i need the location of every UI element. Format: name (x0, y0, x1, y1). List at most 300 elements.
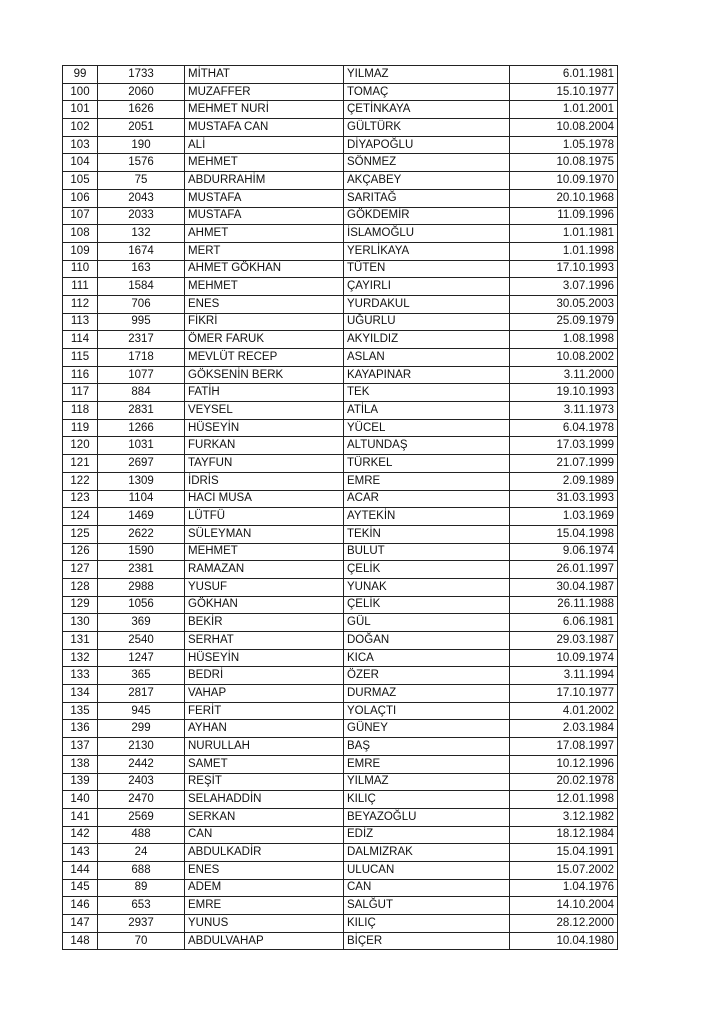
birth-date-cell: 30.05.2003 (510, 295, 618, 313)
last-name-cell: DURMAZ (344, 685, 510, 703)
record-id-cell: 1674 (98, 242, 185, 260)
table-row (63, 384, 618, 402)
birth-date-cell: 10.09.1974 (510, 649, 618, 667)
first-name-cell: TAYFUN (185, 455, 344, 473)
row-number-cell: 129 (63, 596, 98, 614)
first-name-cell: BEDRİ (185, 667, 344, 685)
last-name-cell: YURDAKUL (344, 295, 510, 313)
record-id-cell: 653 (98, 897, 185, 915)
first-name-cell: İDRİS (185, 472, 344, 490)
first-name-cell: CAN (185, 826, 344, 844)
last-name-cell: YERLİKAYA (344, 242, 510, 260)
row-number-cell: 114 (63, 331, 98, 349)
first-name-cell: HÜSEYİN (185, 649, 344, 667)
birth-date-cell: 1.01.1998 (510, 242, 618, 260)
table-row (63, 189, 618, 207)
record-id-cell: 2051 (98, 119, 185, 137)
table-row (63, 826, 618, 844)
last-name-cell: AKÇABEY (344, 172, 510, 190)
record-id-cell: 706 (98, 295, 185, 313)
row-number-cell: 122 (63, 472, 98, 490)
table-row (63, 738, 618, 756)
birth-date-cell: 1.05.1978 (510, 136, 618, 154)
birth-date-cell: 1.01.2001 (510, 101, 618, 119)
birth-date-cell: 26.11.1988 (510, 596, 618, 614)
record-id-cell: 2937 (98, 915, 185, 933)
record-id-cell: 365 (98, 667, 185, 685)
record-id-cell: 1056 (98, 596, 185, 614)
last-name-cell: ÖZER (344, 667, 510, 685)
last-name-cell: EMRE (344, 755, 510, 773)
birth-date-cell: 25.09.1979 (510, 313, 618, 331)
record-id-cell: 2043 (98, 189, 185, 207)
last-name-cell: YÜCEL (344, 419, 510, 437)
table-row (63, 808, 618, 826)
table-body (63, 66, 618, 950)
row-number-cell: 112 (63, 295, 98, 313)
row-number-cell: 143 (63, 844, 98, 862)
last-name-cell: BİÇER (344, 932, 510, 950)
record-id-cell: 132 (98, 225, 185, 243)
record-id-cell: 1590 (98, 543, 185, 561)
row-number-cell: 146 (63, 897, 98, 915)
last-name-cell: BULUT (344, 543, 510, 561)
row-number-cell: 100 (63, 83, 98, 101)
row-number-cell: 124 (63, 508, 98, 526)
first-name-cell: MEHMET (185, 543, 344, 561)
first-name-cell: GÖKHAN (185, 596, 344, 614)
table-row (63, 525, 618, 543)
table-row (63, 242, 618, 260)
record-id-cell: 190 (98, 136, 185, 154)
table-row (63, 702, 618, 720)
row-number-cell: 144 (63, 861, 98, 879)
first-name-cell: NURULLAH (185, 738, 344, 756)
table-row (63, 596, 618, 614)
last-name-cell: SALĞUT (344, 897, 510, 915)
record-id-cell: 2817 (98, 685, 185, 703)
last-name-cell: GÖKDEMİR (344, 207, 510, 225)
row-number-cell: 142 (63, 826, 98, 844)
table-row (63, 455, 618, 473)
record-id-cell: 995 (98, 313, 185, 331)
first-name-cell: MEHMET (185, 154, 344, 172)
birth-date-cell: 6.04.1978 (510, 419, 618, 437)
last-name-cell: BAŞ (344, 738, 510, 756)
table-row (63, 402, 618, 420)
record-id-cell: 945 (98, 702, 185, 720)
record-id-cell: 369 (98, 614, 185, 632)
first-name-cell: YUSUF (185, 578, 344, 596)
table-row (63, 260, 618, 278)
birth-date-cell: 14.10.2004 (510, 897, 618, 915)
last-name-cell: KICA (344, 649, 510, 667)
birth-date-cell: 26.01.1997 (510, 561, 618, 579)
last-name-cell: BEYAZOĞLU (344, 808, 510, 826)
first-name-cell: ABDURRAHİM (185, 172, 344, 190)
table-row (63, 508, 618, 526)
row-number-cell: 120 (63, 437, 98, 455)
row-number-cell: 101 (63, 101, 98, 119)
table-row (63, 278, 618, 296)
first-name-cell: ÖMER FARUK (185, 331, 344, 349)
row-number-cell: 133 (63, 667, 98, 685)
last-name-cell: SARITAĞ (344, 189, 510, 207)
birth-date-cell: 10.09.1970 (510, 172, 618, 190)
row-number-cell: 140 (63, 791, 98, 809)
row-number-cell: 128 (63, 578, 98, 596)
record-id-cell: 2060 (98, 83, 185, 101)
last-name-cell: YUNAK (344, 578, 510, 596)
first-name-cell: MUSTAFA (185, 189, 344, 207)
birth-date-cell: 6.06.1981 (510, 614, 618, 632)
row-number-cell: 147 (63, 915, 98, 933)
table-row (63, 349, 618, 367)
record-id-cell: 1733 (98, 66, 185, 84)
birth-date-cell: 17.08.1997 (510, 738, 618, 756)
birth-date-cell: 1.04.1976 (510, 879, 618, 897)
first-name-cell: ENES (185, 861, 344, 879)
record-id-cell: 488 (98, 826, 185, 844)
first-name-cell: HACI MUSA (185, 490, 344, 508)
birth-date-cell: 3.11.1994 (510, 667, 618, 685)
birth-date-cell: 20.10.1968 (510, 189, 618, 207)
birth-date-cell: 9.06.1974 (510, 543, 618, 561)
record-id-cell: 70 (98, 932, 185, 950)
row-number-cell: 104 (63, 154, 98, 172)
row-number-cell: 106 (63, 189, 98, 207)
table-row (63, 154, 618, 172)
row-number-cell: 138 (63, 755, 98, 773)
birth-date-cell: 15.04.1991 (510, 844, 618, 862)
last-name-cell: ÇELİK (344, 596, 510, 614)
table-row (63, 172, 618, 190)
first-name-cell: ABDULKADİR (185, 844, 344, 862)
row-number-cell: 136 (63, 720, 98, 738)
first-name-cell: AHMET (185, 225, 344, 243)
record-id-cell: 1469 (98, 508, 185, 526)
record-id-cell: 2403 (98, 773, 185, 791)
birth-date-cell: 10.08.1975 (510, 154, 618, 172)
row-number-cell: 116 (63, 366, 98, 384)
first-name-cell: GÖKSENİN BERK (185, 366, 344, 384)
first-name-cell: FERİT (185, 702, 344, 720)
first-name-cell: MİTHAT (185, 66, 344, 84)
last-name-cell: ÇAYIRLI (344, 278, 510, 296)
record-id-cell: 1104 (98, 490, 185, 508)
record-id-cell: 1309 (98, 472, 185, 490)
last-name-cell: DİYAPOĞLU (344, 136, 510, 154)
record-id-cell: 1077 (98, 366, 185, 384)
record-id-cell: 2033 (98, 207, 185, 225)
record-id-cell: 1247 (98, 649, 185, 667)
row-number-cell: 123 (63, 490, 98, 508)
birth-date-cell: 6.01.1981 (510, 66, 618, 84)
first-name-cell: ADEM (185, 879, 344, 897)
table-row (63, 295, 618, 313)
table-row (63, 472, 618, 490)
first-name-cell: BEKİR (185, 614, 344, 632)
birth-date-cell: 17.10.1993 (510, 260, 618, 278)
table-row (63, 101, 618, 119)
row-number-cell: 137 (63, 738, 98, 756)
record-id-cell: 1584 (98, 278, 185, 296)
birth-date-cell: 11.09.1996 (510, 207, 618, 225)
row-number-cell: 113 (63, 313, 98, 331)
table-row (63, 861, 618, 879)
table-row (63, 614, 618, 632)
table-row (63, 366, 618, 384)
first-name-cell: MUSTAFA CAN (185, 119, 344, 137)
first-name-cell: MUSTAFA (185, 207, 344, 225)
birth-date-cell: 4.01.2002 (510, 702, 618, 720)
record-id-cell: 2470 (98, 791, 185, 809)
first-name-cell: MEVLÜT RECEP (185, 349, 344, 367)
record-id-cell: 1626 (98, 101, 185, 119)
record-id-cell: 884 (98, 384, 185, 402)
birth-date-cell: 10.08.2002 (510, 349, 618, 367)
birth-date-cell: 3.11.2000 (510, 366, 618, 384)
last-name-cell: TEKİN (344, 525, 510, 543)
birth-date-cell: 20.02.1978 (510, 773, 618, 791)
table-row (63, 207, 618, 225)
record-id-cell: 299 (98, 720, 185, 738)
record-id-cell: 1718 (98, 349, 185, 367)
record-id-cell: 2540 (98, 632, 185, 650)
row-number-cell: 148 (63, 932, 98, 950)
record-id-cell: 2622 (98, 525, 185, 543)
first-name-cell: YUNUS (185, 915, 344, 933)
row-number-cell: 141 (63, 808, 98, 826)
table-row (63, 578, 618, 596)
last-name-cell: AKYILDIZ (344, 331, 510, 349)
row-number-cell: 131 (63, 632, 98, 650)
birth-date-cell: 3.12.1982 (510, 808, 618, 826)
birth-date-cell: 12.01.1998 (510, 791, 618, 809)
birth-date-cell: 29.03.1987 (510, 632, 618, 650)
last-name-cell: GÜNEY (344, 720, 510, 738)
record-id-cell: 2569 (98, 808, 185, 826)
record-id-cell: 24 (98, 844, 185, 862)
row-number-cell: 118 (63, 402, 98, 420)
last-name-cell: KILIÇ (344, 791, 510, 809)
last-name-cell: GÜL (344, 614, 510, 632)
birth-date-cell: 10.12.1996 (510, 755, 618, 773)
last-name-cell: İSLAMOĞLU (344, 225, 510, 243)
birth-date-cell: 3.11.1973 (510, 402, 618, 420)
table-row (63, 632, 618, 650)
table-row (63, 897, 618, 915)
last-name-cell: ALTUNDAŞ (344, 437, 510, 455)
last-name-cell: KAYAPINAR (344, 366, 510, 384)
row-number-cell: 139 (63, 773, 98, 791)
first-name-cell: HÜSEYİN (185, 419, 344, 437)
table-row (63, 543, 618, 561)
table-row (63, 437, 618, 455)
birth-date-cell: 30.04.1987 (510, 578, 618, 596)
last-name-cell: DALMIZRAK (344, 844, 510, 862)
row-number-cell: 109 (63, 242, 98, 260)
first-name-cell: SÜLEYMAN (185, 525, 344, 543)
last-name-cell: TÜRKEL (344, 455, 510, 473)
record-id-cell: 2317 (98, 331, 185, 349)
birth-date-cell: 2.09.1989 (510, 472, 618, 490)
birth-date-cell: 15.10.1977 (510, 83, 618, 101)
first-name-cell: VEYSEL (185, 402, 344, 420)
table-row (63, 685, 618, 703)
table-row (63, 83, 618, 101)
birth-date-cell: 28.12.2000 (510, 915, 618, 933)
row-number-cell: 121 (63, 455, 98, 473)
birth-date-cell: 17.03.1999 (510, 437, 618, 455)
first-name-cell: SELAHADDİN (185, 791, 344, 809)
first-name-cell: ALİ (185, 136, 344, 154)
table-row (63, 561, 618, 579)
table-row (63, 773, 618, 791)
first-name-cell: ABDULVAHAP (185, 932, 344, 950)
row-number-cell: 127 (63, 561, 98, 579)
first-name-cell: SERHAT (185, 632, 344, 650)
row-number-cell: 145 (63, 879, 98, 897)
first-name-cell: LÜTFÜ (185, 508, 344, 526)
first-name-cell: VAHAP (185, 685, 344, 703)
table-row (63, 791, 618, 809)
birth-date-cell: 2.03.1984 (510, 720, 618, 738)
row-number-cell: 110 (63, 260, 98, 278)
record-id-cell: 1031 (98, 437, 185, 455)
last-name-cell: TOMAÇ (344, 83, 510, 101)
last-name-cell: ÇELİK (344, 561, 510, 579)
last-name-cell: EDİZ (344, 826, 510, 844)
birth-date-cell: 31.03.1993 (510, 490, 618, 508)
record-id-cell: 2697 (98, 455, 185, 473)
first-name-cell: FATİH (185, 384, 344, 402)
birth-date-cell: 17.10.1977 (510, 685, 618, 703)
row-number-cell: 108 (63, 225, 98, 243)
record-id-cell: 2831 (98, 402, 185, 420)
table-row (63, 66, 618, 84)
row-number-cell: 117 (63, 384, 98, 402)
table-row (63, 879, 618, 897)
table-row (63, 313, 618, 331)
record-id-cell: 2381 (98, 561, 185, 579)
birth-date-cell: 3.07.1996 (510, 278, 618, 296)
first-name-cell: MEHMET (185, 278, 344, 296)
record-id-cell: 2442 (98, 755, 185, 773)
first-name-cell: SAMET (185, 755, 344, 773)
table-row (63, 844, 618, 862)
table-row (63, 419, 618, 437)
birth-date-cell: 15.07.2002 (510, 861, 618, 879)
last-name-cell: TÜTEN (344, 260, 510, 278)
row-number-cell: 126 (63, 543, 98, 561)
last-name-cell: YILMAZ (344, 773, 510, 791)
birth-date-cell: 15.04.1998 (510, 525, 618, 543)
last-name-cell: DOĞAN (344, 632, 510, 650)
last-name-cell: ULUCAN (344, 861, 510, 879)
row-number-cell: 115 (63, 349, 98, 367)
last-name-cell: ÇETİNKAYA (344, 101, 510, 119)
last-name-cell: TEK (344, 384, 510, 402)
last-name-cell: ATİLA (344, 402, 510, 420)
table-row (63, 932, 618, 950)
birth-date-cell: 1.03.1969 (510, 508, 618, 526)
first-name-cell: EMRE (185, 897, 344, 915)
record-id-cell: 75 (98, 172, 185, 190)
first-name-cell: SERKAN (185, 808, 344, 826)
row-number-cell: 135 (63, 702, 98, 720)
row-number-cell: 102 (63, 119, 98, 137)
last-name-cell: ASLAN (344, 349, 510, 367)
last-name-cell: SÖNMEZ (344, 154, 510, 172)
birth-date-cell: 18.12.1984 (510, 826, 618, 844)
row-number-cell: 107 (63, 207, 98, 225)
row-number-cell: 134 (63, 685, 98, 703)
last-name-cell: GÜLTÜRK (344, 119, 510, 137)
table-row (63, 136, 618, 154)
table-row (63, 119, 618, 137)
last-name-cell: KILIÇ (344, 915, 510, 933)
table-row (63, 755, 618, 773)
row-number-cell: 130 (63, 614, 98, 632)
first-name-cell: AYHAN (185, 720, 344, 738)
table-row (63, 720, 618, 738)
record-id-cell: 688 (98, 861, 185, 879)
first-name-cell: ENES (185, 295, 344, 313)
birth-date-cell: 10.08.2004 (510, 119, 618, 137)
record-id-cell: 2988 (98, 578, 185, 596)
table-row (63, 490, 618, 508)
birth-date-cell: 1.08.1998 (510, 331, 618, 349)
birth-date-cell: 10.04.1980 (510, 932, 618, 950)
record-id-cell: 1266 (98, 419, 185, 437)
last-name-cell: YILMAZ (344, 66, 510, 84)
record-id-cell: 89 (98, 879, 185, 897)
last-name-cell: EMRE (344, 472, 510, 490)
table-row (63, 649, 618, 667)
row-number-cell: 103 (63, 136, 98, 154)
first-name-cell: AHMET GÖKHAN (185, 260, 344, 278)
birth-date-cell: 21.07.1999 (510, 455, 618, 473)
first-name-cell: FİKRİ (185, 313, 344, 331)
birth-date-cell: 1.01.1981 (510, 225, 618, 243)
row-number-cell: 125 (63, 525, 98, 543)
last-name-cell: CAN (344, 879, 510, 897)
row-number-cell: 119 (63, 419, 98, 437)
roster-table (62, 65, 618, 950)
row-number-cell: 99 (63, 66, 98, 84)
first-name-cell: MUZAFFER (185, 83, 344, 101)
first-name-cell: MEHMET NURİ (185, 101, 344, 119)
table-row (63, 225, 618, 243)
table-row (63, 331, 618, 349)
record-id-cell: 163 (98, 260, 185, 278)
table-row (63, 667, 618, 685)
row-number-cell: 105 (63, 172, 98, 190)
row-number-cell: 132 (63, 649, 98, 667)
record-id-cell: 2130 (98, 738, 185, 756)
first-name-cell: MERT (185, 242, 344, 260)
last-name-cell: YOLAÇTI (344, 702, 510, 720)
record-id-cell: 1576 (98, 154, 185, 172)
last-name-cell: ACAR (344, 490, 510, 508)
row-number-cell: 111 (63, 278, 98, 296)
first-name-cell: REŞİT (185, 773, 344, 791)
table-row (63, 915, 618, 933)
birth-date-cell: 19.10.1993 (510, 384, 618, 402)
first-name-cell: FURKAN (185, 437, 344, 455)
last-name-cell: UĞURLU (344, 313, 510, 331)
